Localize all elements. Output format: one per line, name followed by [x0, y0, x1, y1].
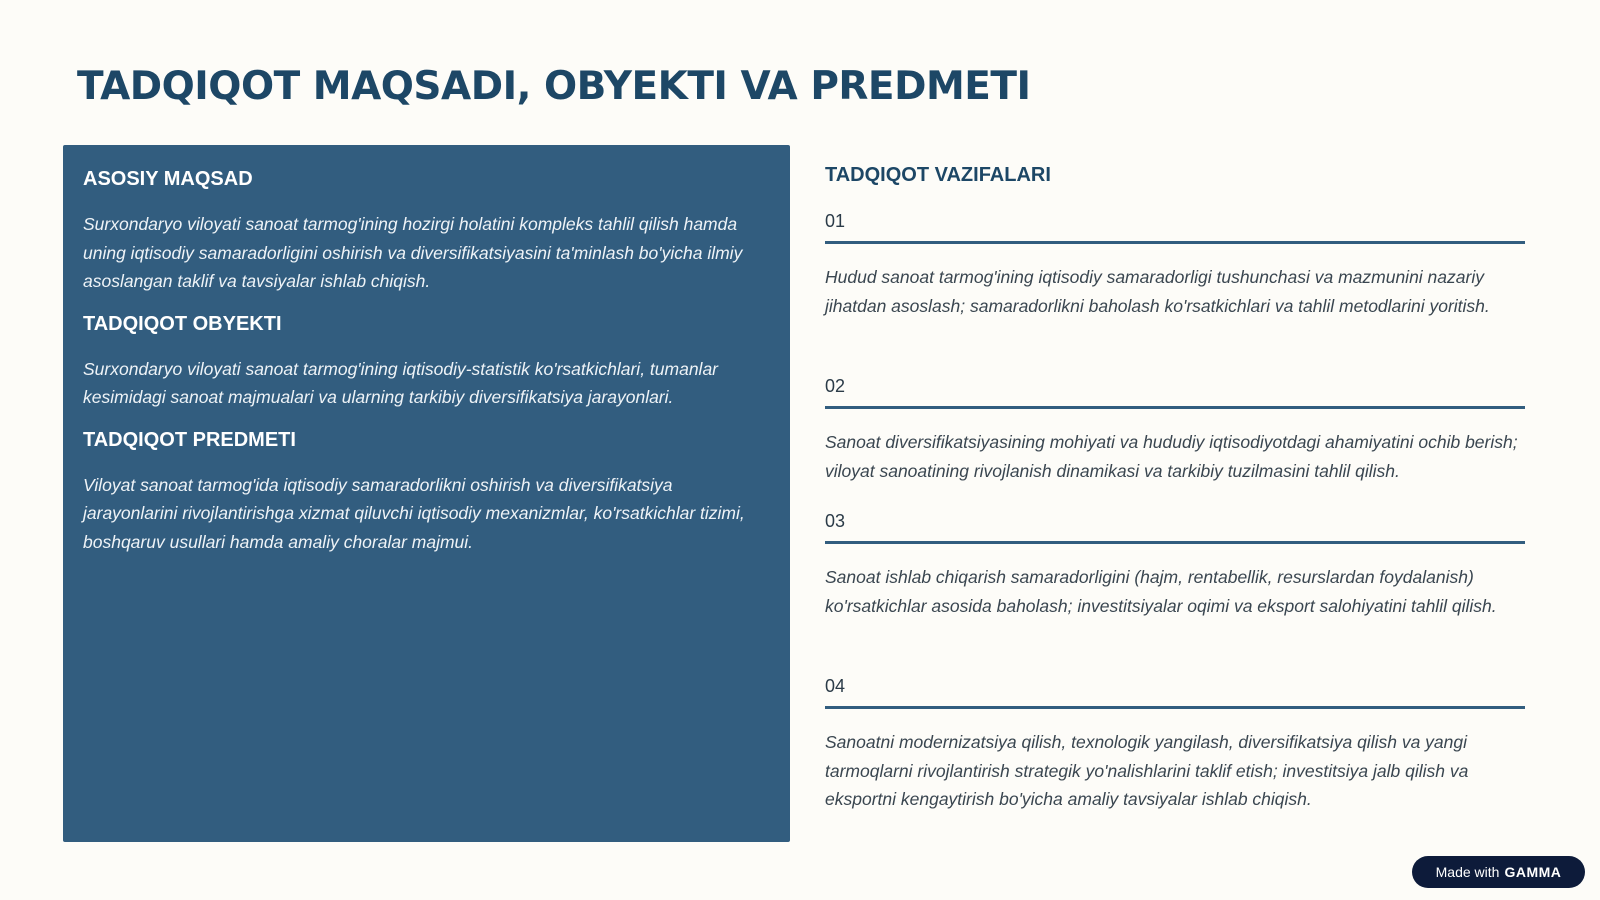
research-object-text: Surxondaryo viloyati sanoat tarmog'ining iqtisodiy-statistik ko'rsatkichlari, tumanlar kesimidagi sanoat majmualari va ularning tarkibiy diversifikatsiya jarayonlari.	[83, 358, 719, 407]
made-with-gamma-badge[interactable]	[1412, 856, 1585, 888]
badge-prefix: Made with	[1435, 864, 1500, 880]
task-number: 04	[825, 674, 1525, 709]
task-item	[825, 374, 1525, 485]
task-text: Sanoat ishlab chiqarish samaradorligini (hajm, rentabellik, resurslardan foydalanish) ko'rsatkichlar asosida baholash; investitsiyalar oqimi va eksport salohiyatini tahlil qilish.	[825, 567, 1497, 616]
task-number: 03	[825, 509, 1525, 544]
main-goal-section	[83, 165, 770, 296]
gamma-logo: GAMMA	[1504, 864, 1562, 880]
goal-object-subject-panel	[63, 145, 790, 842]
task-item	[825, 209, 1525, 320]
research-subject-heading: TADQIQOT PREDMETI	[83, 428, 296, 451]
task-text: Sanoat diversifikatsiyasining mohiyati va hududiy iqtisodiyotdagi ahamiyatini ochib berish; viloyat sanoatining rivojlanish dinamikasi va tarkibiy tuzilmasini tahlil qilish.	[825, 432, 1518, 481]
task-item	[825, 674, 1525, 814]
research-tasks-column	[825, 161, 1525, 809]
research-object-heading: TADQIQOT OBYEKTI	[83, 312, 282, 335]
task-number: 02	[825, 374, 1525, 409]
slide-title: TADQIQOT MAQSADI, OBYEKTI VA PREDMETI	[77, 64, 1031, 109]
task-item	[825, 509, 1525, 620]
main-goal-text: Surxondaryo viloyati sanoat tarmog'ining hozirgi holatini kompleks tahlil qilish hamda uning iqtisodiy samaradorligini oshirish va diversifikatsiyasini ta'minlash bo'yicha ilmiy asoslangan taklif va tavsiyalar ishlab chiqish.	[83, 214, 743, 291]
task-text: Sanoatni modernizatsiya qilish, texnologik yangilash, diversifikatsiya qilish va yangi tarmoqlarni rivojlantirish strategik yo'nalishlarini taklif etish; investitsiya jalb qilish va eksportni kengaytirish bo'yicha amaliy tavsiyalar ishlab chiqish.	[825, 732, 1469, 809]
task-text: Hudud sanoat tarmog'ining iqtisodiy samaradorligi tushunchasi va mazmunini nazariy jihatdan asoslash; samaradorlikni baholash ko'rsatkichlari va tahlil metodlarini yoritish.	[825, 267, 1490, 316]
research-tasks-heading: TADQIQOT VAZIFALARI	[825, 164, 1051, 186]
main-goal-heading: ASOSIY MAQSAD	[83, 168, 253, 190]
research-subject-section	[83, 426, 770, 557]
research-object-section	[83, 310, 770, 412]
task-number: 01	[825, 209, 1525, 244]
research-subject-text: Viloyat sanoat tarmog'ida iqtisodiy samaradorlikni oshirish va diversifikatsiya jarayonlarini rivojlantirishga xizmat qiluvchi iqtisodiy mexanizmlar, ko'rsatkichlar tizimi, boshqaruv usullari hamda amaliy choralar majmui.	[83, 474, 745, 552]
